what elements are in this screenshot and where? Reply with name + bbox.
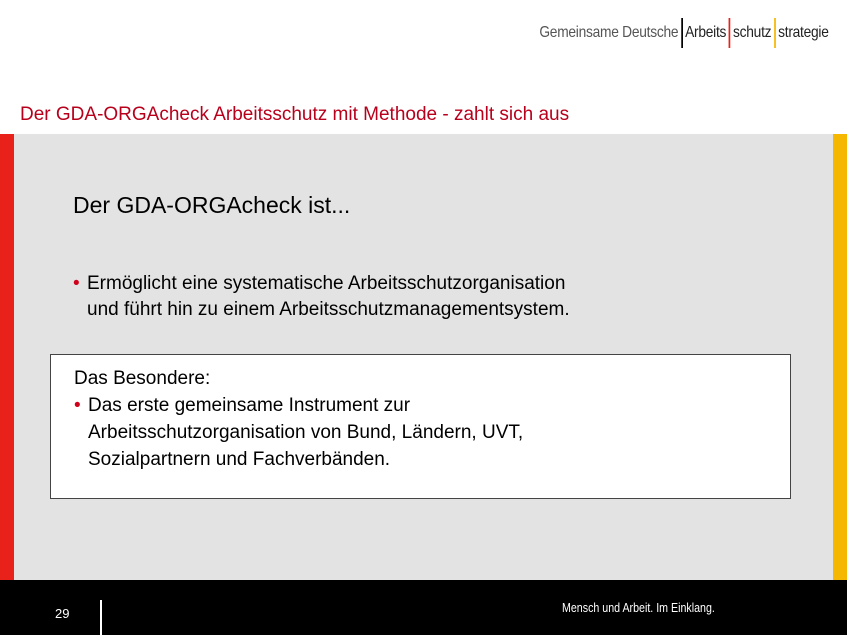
logo-text-schutz: schutz <box>732 24 771 41</box>
right-gold-stripe <box>833 134 847 580</box>
left-red-stripe <box>0 134 14 580</box>
special-heading: Das Besondere: <box>74 368 211 389</box>
slide-title: Der GDA-ORGAcheck Arbeitsschutz mit Methode - zahlt sich aus <box>20 104 570 125</box>
bullet-text-block <box>87 271 570 323</box>
logo-text-strategie: strategie <box>777 24 829 41</box>
bullet-list <box>73 271 570 323</box>
footer-divider <box>100 600 102 635</box>
content-heading: Der GDA-ORGAcheck ist... <box>73 192 351 218</box>
footer-bar <box>0 580 847 635</box>
bullet-item <box>73 271 570 323</box>
special-bullet-marker: • <box>74 395 81 416</box>
special-line-3: Sozialpartnern und Fachverbänden. <box>88 449 391 470</box>
logo-text-arbeits: Arbeits <box>684 24 726 41</box>
bullet-line-1: Ermöglicht eine systematische Arbeitsschutzorganisation <box>87 273 566 294</box>
special-box <box>50 354 791 499</box>
special-line-1: Das erste gemeinsame Instrument zur <box>88 395 411 416</box>
gda-logo <box>537 12 830 42</box>
logo-separator-gold <box>774 18 776 48</box>
special-line-2: Arbeitsschutzorganisation von Bund, Ländern, UVT, <box>88 422 524 443</box>
logo-text-gemeinsame: Gemeinsame Deutsche <box>539 24 678 41</box>
bullet-marker: • <box>73 273 80 294</box>
special-bullet-item <box>74 392 523 473</box>
special-content <box>74 365 523 473</box>
logo-separator-black <box>681 18 683 48</box>
page-number: 29 <box>55 606 70 621</box>
logo-separator-red <box>728 18 730 48</box>
footer-tagline: Mensch und Arbeit. Im Einklang. <box>562 600 715 615</box>
special-bullet-text-block <box>88 392 523 473</box>
bullet-line-2: und führt hin zu einem Arbeitsschutzmanagementsystem. <box>87 299 570 320</box>
